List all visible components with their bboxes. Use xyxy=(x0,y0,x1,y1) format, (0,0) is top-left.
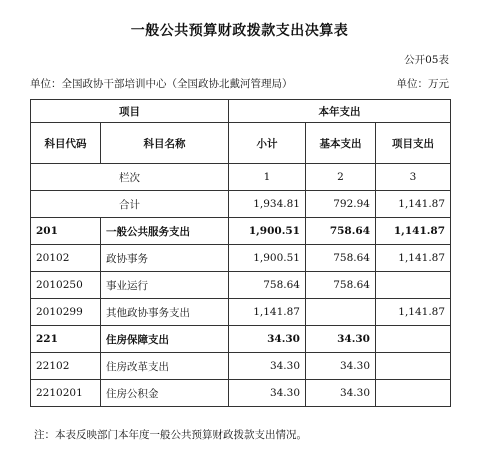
row-name: 事业运行 xyxy=(101,272,229,299)
header-name: 科目名称 xyxy=(101,123,229,164)
row-basic: 758.64 xyxy=(306,245,376,272)
row-subtotal: 34.30 xyxy=(229,380,306,407)
row-project: 1,141.87 xyxy=(376,218,451,245)
row-name: 住房改革支出 xyxy=(101,353,229,380)
row-project: 1,141.87 xyxy=(376,245,451,272)
report-title: 一般公共预算财政拨款支出决算表 xyxy=(130,23,349,39)
row-project xyxy=(376,353,451,380)
column-index-2: 2 xyxy=(306,164,376,191)
row-name: 政协事务 xyxy=(101,245,229,272)
header-project-expenditure: 项目支出 xyxy=(376,123,451,164)
row-code: 201 xyxy=(31,218,101,245)
row-basic xyxy=(306,299,376,326)
header-row-top xyxy=(31,100,451,123)
expenditure-table xyxy=(30,99,451,407)
header-code: 科目代码 xyxy=(31,123,101,164)
header-basic: 基本支出 xyxy=(306,123,376,164)
table-row xyxy=(31,218,451,245)
total-label: 合计 xyxy=(31,191,229,218)
row-subtotal: 1,900.51 xyxy=(229,245,306,272)
row-code: 221 xyxy=(31,326,101,353)
row-basic: 34.30 xyxy=(306,326,376,353)
header-row-columns xyxy=(31,123,451,164)
row-code: 20102 xyxy=(31,245,101,272)
form-number: 公开05表 xyxy=(404,54,449,66)
row-basic: 34.30 xyxy=(306,380,376,407)
total-subtotal: 1,934.81 xyxy=(229,191,306,218)
row-name: 其他政协事务支出 xyxy=(101,299,229,326)
row-name: 住房保障支出 xyxy=(101,326,229,353)
row-project xyxy=(376,326,451,353)
header-current-year: 本年支出 xyxy=(229,100,451,123)
header-subtotal: 小计 xyxy=(229,123,306,164)
header-project: 项目 xyxy=(31,100,229,123)
table-row xyxy=(31,299,451,326)
table-row xyxy=(31,326,451,353)
row-subtotal: 758.64 xyxy=(229,272,306,299)
row-subtotal: 1,900.51 xyxy=(229,218,306,245)
row-code: 2010250 xyxy=(31,272,101,299)
column-index-row xyxy=(31,164,451,191)
row-code: 22102 xyxy=(31,353,101,380)
total-project: 1,141.87 xyxy=(376,191,451,218)
row-subtotal: 34.30 xyxy=(229,353,306,380)
footnote: 注：本表反映部门本年度一般公共预算财政拨款支出情况。 xyxy=(34,429,307,441)
row-code: 2010299 xyxy=(31,299,101,326)
column-index-label: 栏次 xyxy=(31,164,229,191)
row-project xyxy=(376,272,451,299)
unit-organization: 单位：全国政协干部培训中心（全国政协北戴河管理局） xyxy=(30,78,293,90)
row-basic: 758.64 xyxy=(306,272,376,299)
table-row xyxy=(31,353,451,380)
row-project xyxy=(376,380,451,407)
total-row xyxy=(31,191,451,218)
row-project: 1,141.87 xyxy=(376,299,451,326)
column-index-3: 3 xyxy=(376,164,451,191)
column-index-1: 1 xyxy=(229,164,306,191)
row-basic: 758.64 xyxy=(306,218,376,245)
row-name: 住房公积金 xyxy=(101,380,229,407)
unit-currency: 单位：万元 xyxy=(396,78,449,90)
row-subtotal: 1,141.87 xyxy=(229,299,306,326)
table-row xyxy=(31,272,451,299)
table-row xyxy=(31,380,451,407)
total-basic: 792.94 xyxy=(306,191,376,218)
row-subtotal: 34.30 xyxy=(229,326,306,353)
table-row xyxy=(31,245,451,272)
row-name: 一般公共服务支出 xyxy=(101,218,229,245)
row-basic: 34.30 xyxy=(306,353,376,380)
row-code: 2210201 xyxy=(31,380,101,407)
